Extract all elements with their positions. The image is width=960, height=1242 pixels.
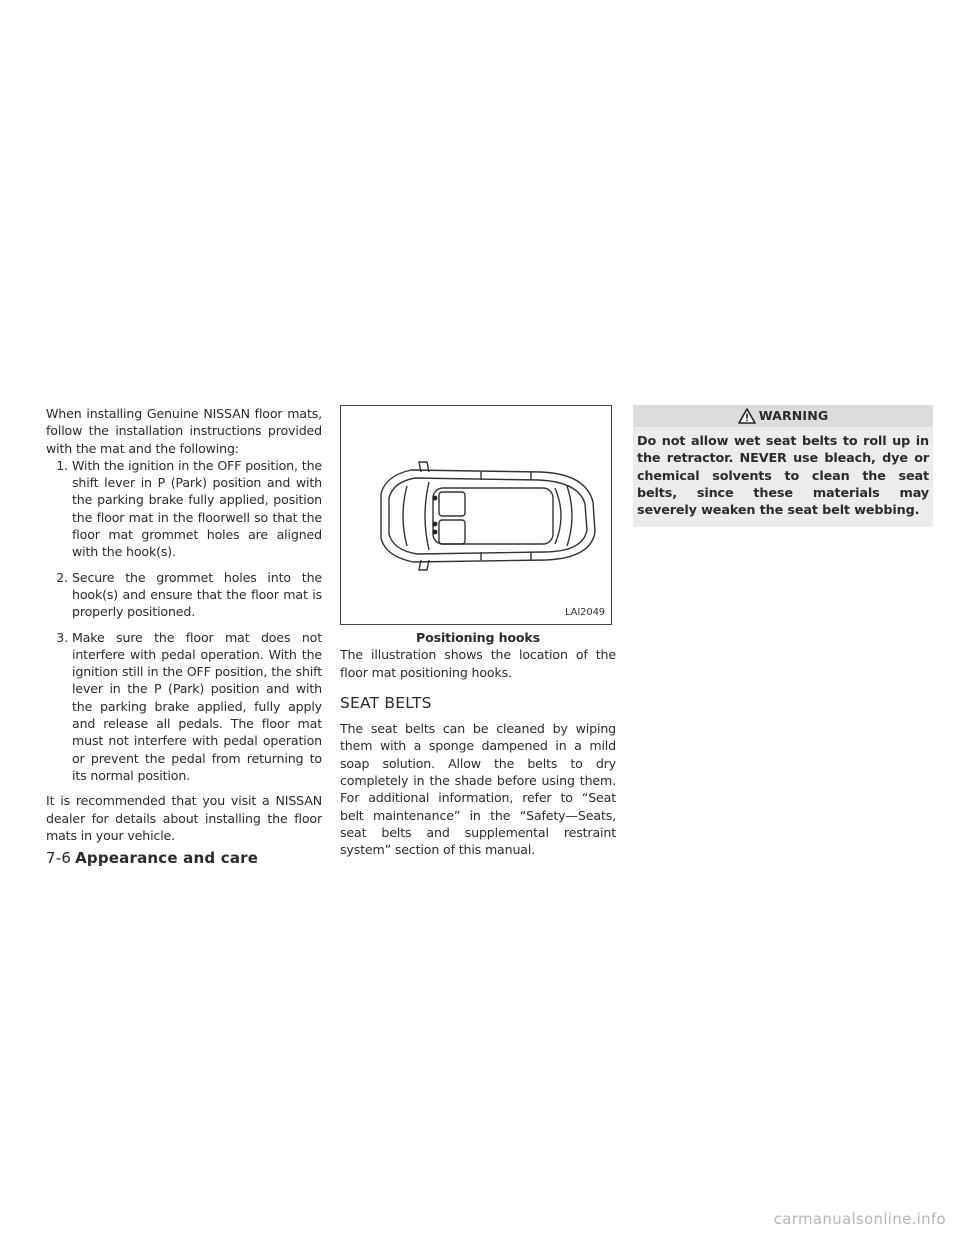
- figure-code: LAI2049: [565, 606, 605, 618]
- step-number: 3.: [56, 629, 68, 645]
- warning-header: [633, 405, 933, 427]
- step-text: Make sure the floor mat does not interfere with pedal operation. With the ignition still in the OFF position, the shift lever in the P (Park) position and with the parking brake applied, fully apply and release all pedals. The floor mat must not interfere with pedal operation or prevent the pedal from returning to its normal position.: [72, 629, 322, 783]
- seat-belt-paragraph: The seat belts can be cleaned by wiping them with a sponge dampened in a mild soap solution. Allow the belts to dry completely in the shade before using them. For additional information, refer to “Seat belt maintenance” in the “Safety—Seats, seat belts and supplemental restraint system” section of this manual.: [340, 721, 616, 858]
- warning-triangle-icon: [738, 408, 756, 424]
- step-item: [46, 457, 322, 561]
- installation-steps: [46, 457, 322, 784]
- step-number: 2.: [56, 569, 68, 585]
- middle-column: [340, 405, 616, 859]
- figure-description: The illustration shows the location of the floor mat positioning hooks.: [340, 647, 616, 680]
- car-top-view-drawing: [341, 406, 613, 626]
- step-item: [46, 569, 322, 621]
- page-number: 7-6: [46, 849, 72, 867]
- warning-box: [633, 405, 933, 527]
- watermark: carmanualsonline.info: [773, 1210, 946, 1228]
- page-footer: [46, 849, 258, 867]
- warning-text: Do not allow wet seat belts to roll up in the retractor. NEVER use bleach, dye or chemical solvents to clean the seat belts, since these materials may severely weaken the seat belt webbing.: [633, 427, 933, 527]
- figure-caption: Positioning hooks: [416, 630, 540, 645]
- section-heading: SEAT BELTS: [340, 693, 432, 712]
- warning-title: WARNING: [758, 408, 829, 424]
- hook-marker: [433, 496, 438, 501]
- left-column: [46, 405, 322, 844]
- intro-paragraph: When installing Genuine NISSAN floor mats, follow the installation instructions provided with the mat and the following:: [46, 406, 322, 456]
- hook-marker: [433, 530, 438, 535]
- step-text: With the ignition in the OFF position, the shift lever in P (Park) position and with the parking brake fully applied, position the floor mat in the floorwell so that the floor mat grommet holes are aligned with the hook(s).: [72, 457, 322, 560]
- dealer-paragraph: It is recommended that you visit a NISSAN dealer for details about installing the floor mats in your vehicle.: [46, 793, 322, 843]
- step-text: Secure the grommet holes into the hook(s) and ensure that the floor mat is properly positioned.: [72, 569, 322, 620]
- step-number: 1.: [56, 457, 68, 473]
- hook-marker: [433, 522, 438, 527]
- car-illustration: [340, 405, 612, 625]
- section-title: Appearance and care: [75, 849, 259, 867]
- step-item: [46, 629, 322, 785]
